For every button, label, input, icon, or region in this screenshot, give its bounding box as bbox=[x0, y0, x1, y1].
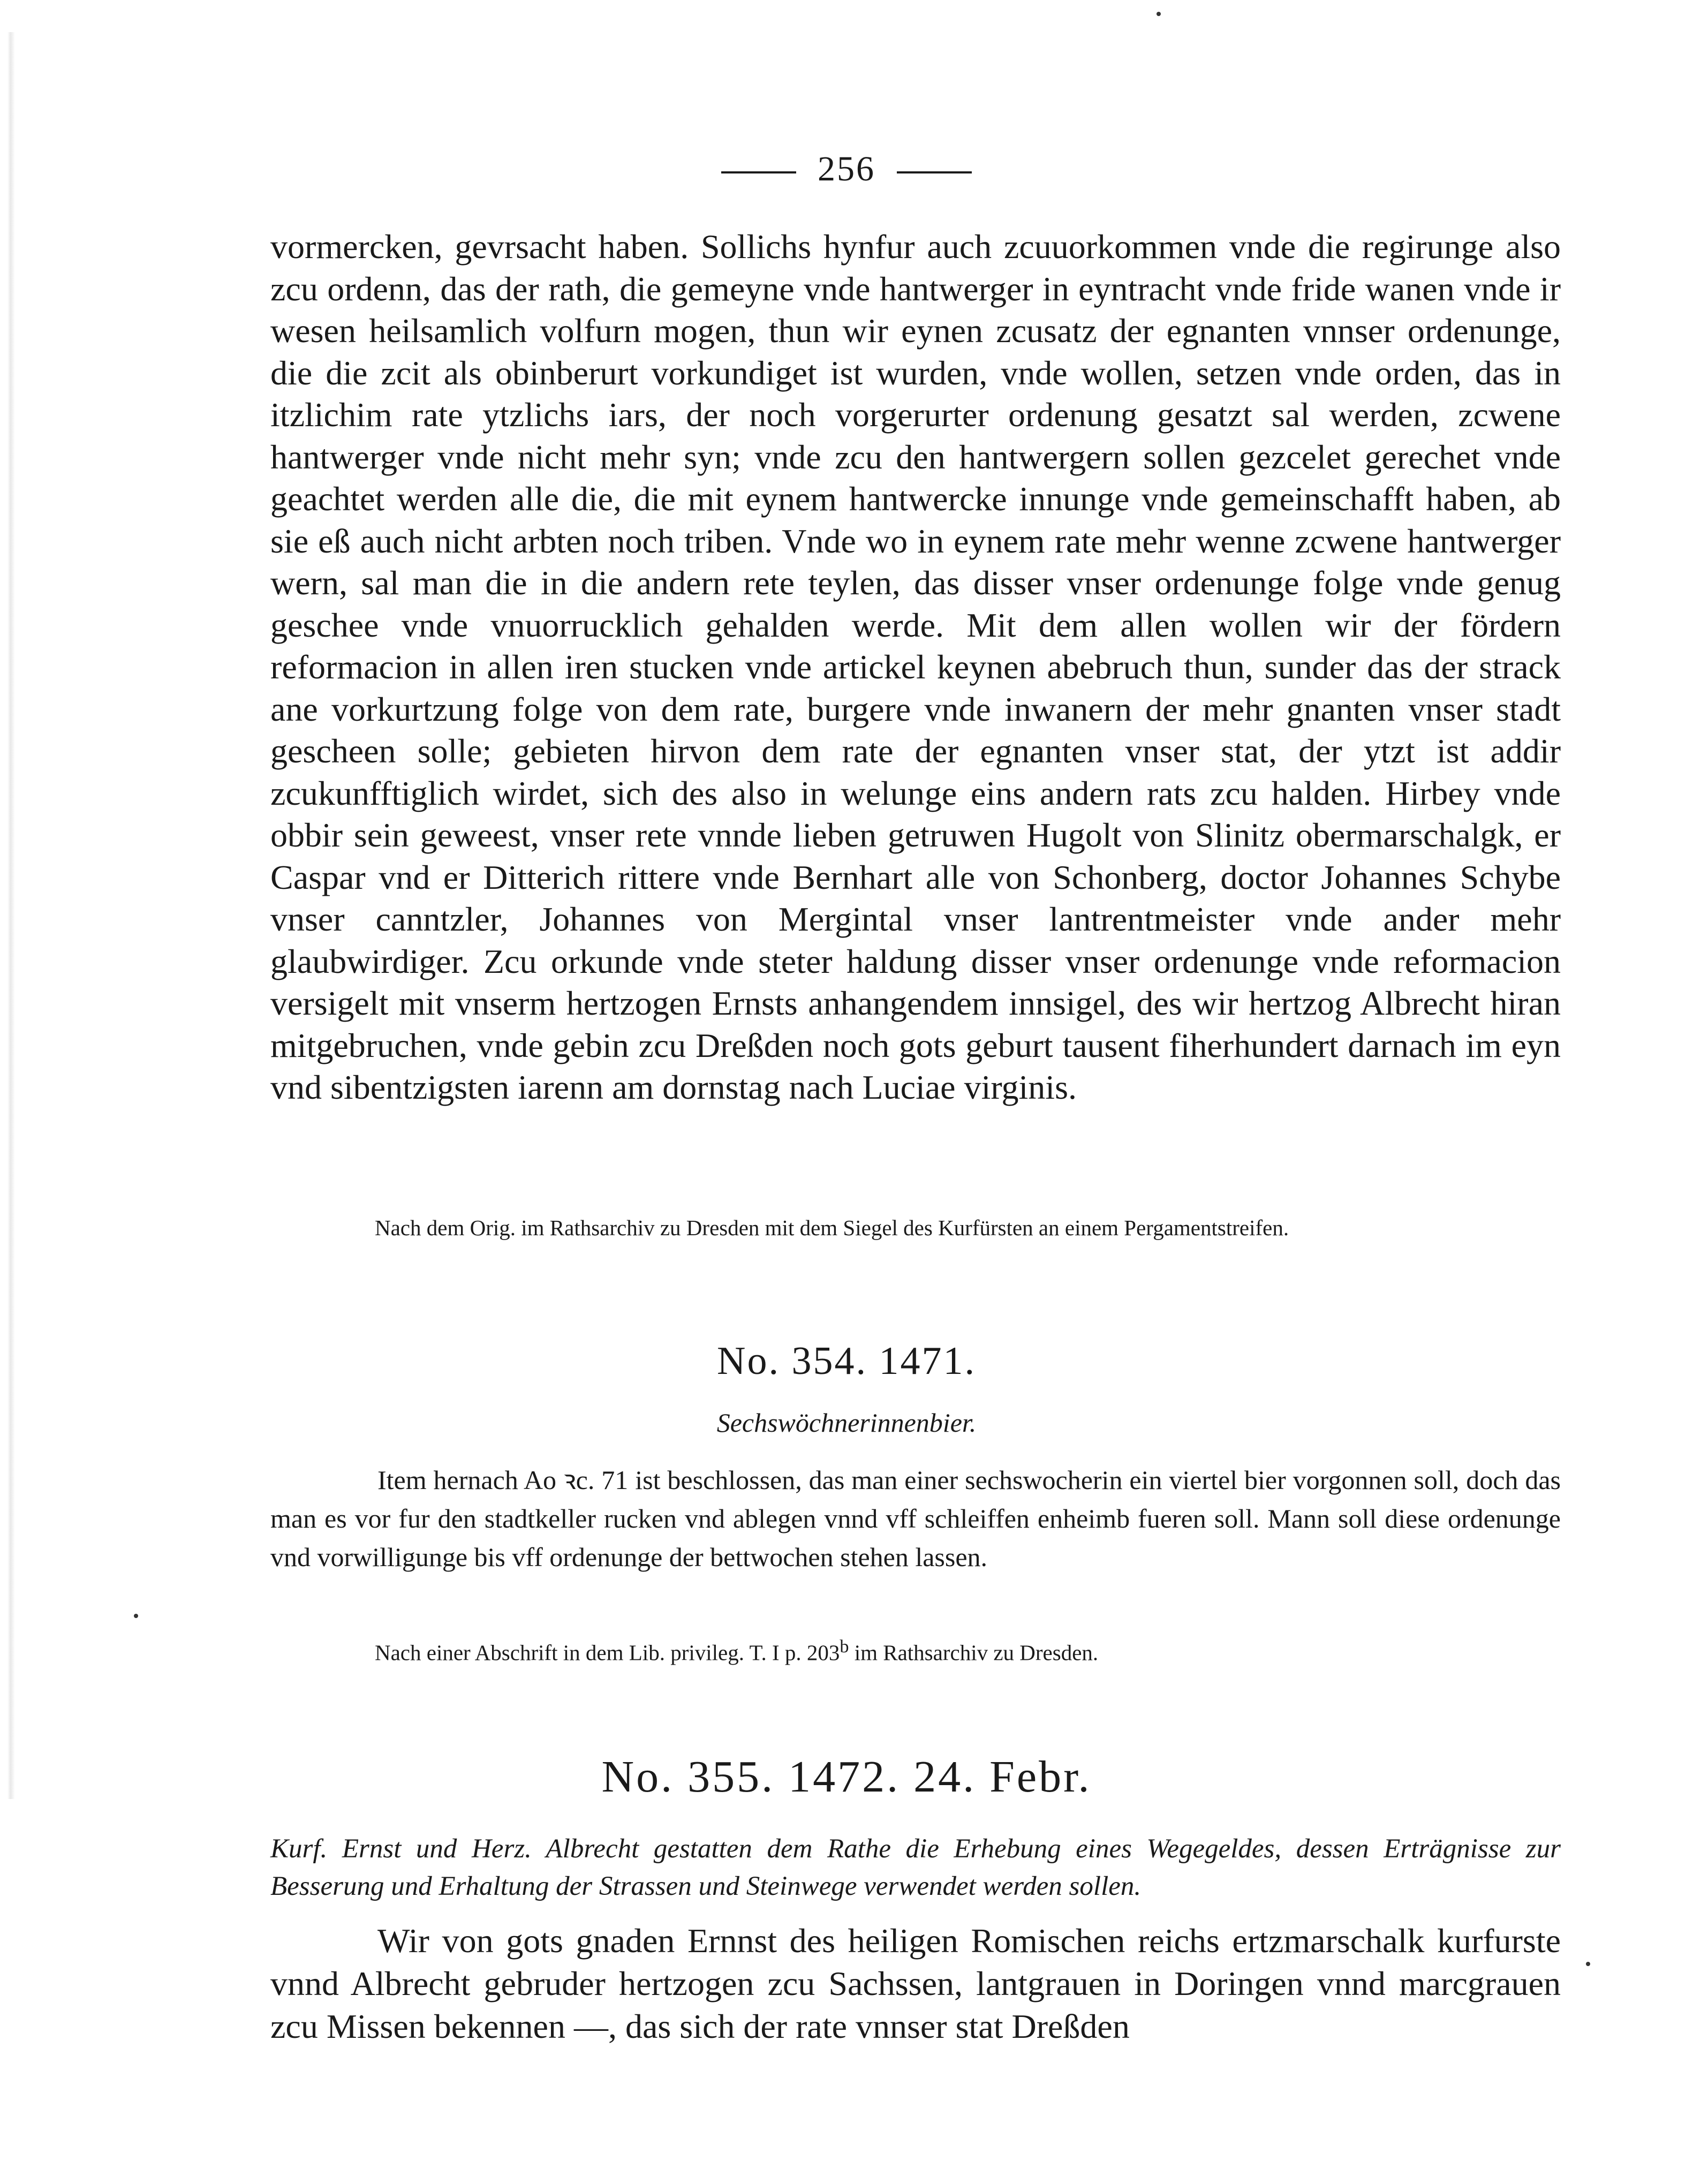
note-text-end: im Rathsarchiv zu Dresden. bbox=[849, 1640, 1099, 1665]
note-superscript: b bbox=[840, 1637, 849, 1657]
document-355-summary: Kurf. Ernst und Herz. Albrecht gestatten dem Rathe die Erhebung eines Wegegeldes, dessen Erträgnisse zur Besserung und Erhaltung der Strassen und Steinwege verwendet werden sollen. bbox=[270, 1834, 1561, 1901]
document-354-source-note bbox=[375, 1632, 1606, 1668]
document-354-heading: No. 354. 1471. bbox=[717, 1339, 976, 1383]
source-note: Nach dem Orig. im Rathsarchiv zu Dresden mit dem Siegel des Kurfürsten an einem Pergamentstreifen. bbox=[375, 1215, 1289, 1240]
document-355-text: Wir von gots gnaden Ernnst des heiligen Romischen reichs ertzmarschalk kurfurste vnnd Albrecht gebruder hertzogen zcu Sachssen, lantgrauen in Doringen vnnd marcgrauen zcu Missen bekennen —, das sich der rate vnnser stat Dreßden bbox=[270, 1922, 1561, 2045]
note-text: Nach einer Abschrift in dem Lib. privileg. T. I p. 203 bbox=[375, 1640, 840, 1665]
continued-charter-text: vormercken, gevrsacht haben. Sollichs hynfur auch zcuuorkommen vnde die regirunge also zcu ordenn, das der rath, die gemeyne vnde hantwerger in eyntracht vnde fride wanen vnde ir wesen heilsamlich volfurn mogen, thun wir eynen zcusatz der egnanten vnnser ordenunge, die die zcit als obinberurt vorkundiget ist wurden, vnde wollen, setzen vnde orden, das in itzlichim rate ytzlichs iars, der noch vorgerurter ordenung gesatzt sal werden, zcwene hantwerger vnde nicht mehr syn; vnde zcu den hantwergern sollen gezcelet gerechet vnde geachtet werden alle die, die mit eynem hantwercke innunge vnde gemeinschafft haben, ab sie eß auch nicht arbten noch triben. Vnde wo in eynem rate mehr wenne zcwene hantwerger wern, sal man die in die andern rete teylen, das disser vnser ordenunge folge vnde genug geschee vnde vnuorrucklich gehalden werde. Mit dem allen wollen wir der fördern reformacion in allen iren stucken vnde artickel keynen abebruch thun, sunder das der strack ane vorkurtzung folge von dem rate, burgere vnde inwanern der mehr gnanten vnser stadt gescheen solle; gebieten hirvon dem rate der egnanten vnser stat, der ytzt ist addir zcukunfftiglich wirdet, sich des also in welunge eins andern rats zcu halden. Hirbey vnde obbir sein geweest, vnser rete vnnde lieben getruwen Hugolt von Slinitz obermarschalgk, er Caspar vnd er Ditterich rittere vnde Bernhart alle von Schonberg, doctor Johannes Schybe vnser canntzler, Johannes von Mergintal vnser lantrentmeister vnde ander mehr glaubwirdiger. Zcu orkunde vnde steter haldung disser vnser ordenunge vnde reformacion versigelt mit vnserm hertzogen Ernsts anhangendem innsigel, des wir hertzog Albrecht hiran mitgebruchen, vnde gebin zcu Dreßden noch gots geburt tausent fiherhundert darnach im eyn vnd sibentzigsten iarenn am dornstag nach Luciae virginis. bbox=[270, 228, 1561, 1106]
document-354-subtitle: Sechswöchnerinnenbier. bbox=[716, 1408, 977, 1438]
page-number: 256 bbox=[818, 149, 875, 188]
document-354-paragraph: Item hernach Ao ꝛc. 71 ist beschlossen, das man einer sechswocherin ein viertel bier vorgonnen soll, doch das man es vor fur den stadtkeller rucken vnd ablegen vnnd vff schleiffen enheimb fueren soll. Mann soll diese ordenunge vnd vorwilligunge bis vff ordenunge der bettwochen stehen lassen. bbox=[270, 1465, 1561, 1572]
binding-edge-shadow bbox=[7, 32, 15, 1799]
header-rule-right bbox=[897, 171, 972, 173]
scan-speck bbox=[1157, 12, 1161, 16]
page-number-header bbox=[0, 149, 1693, 190]
header-rule-left bbox=[721, 171, 796, 173]
scan-speck bbox=[134, 1614, 138, 1618]
document-354-text bbox=[270, 1461, 1561, 1576]
scan-speck bbox=[1586, 1962, 1590, 1966]
document-355-heading: No. 355. 1472. 24. Febr. bbox=[601, 1752, 1092, 1802]
